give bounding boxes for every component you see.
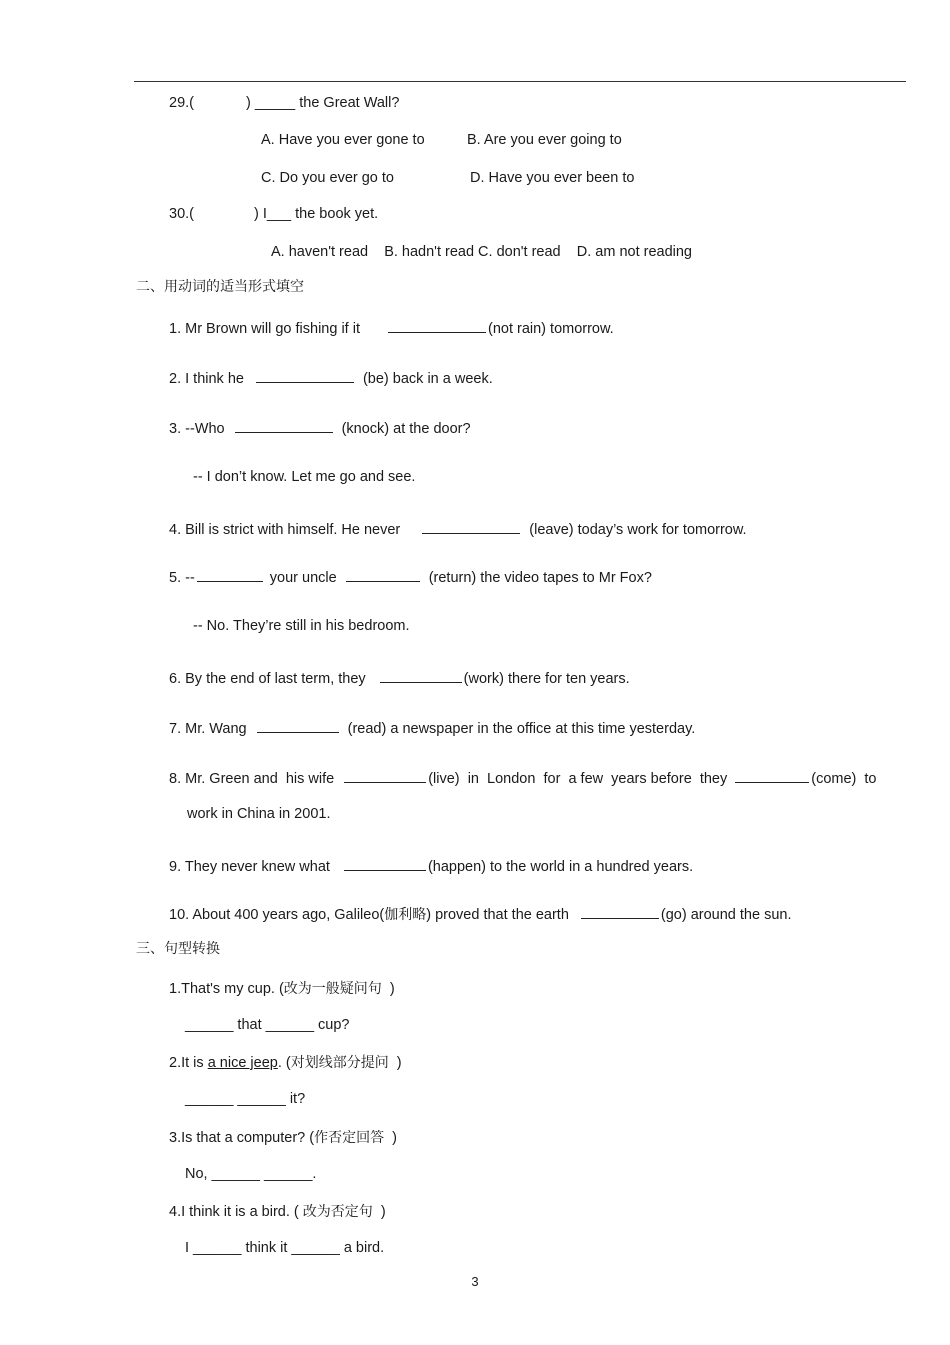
answer-blank[interactable] <box>346 567 420 582</box>
item-text: (return) the video tapes to Mr Fox? <box>428 570 652 586</box>
item-text: 4. Bill is strict with himself. He never <box>169 522 401 538</box>
item-text: 3. --Who <box>169 421 225 437</box>
question-30 <box>169 205 378 223</box>
answer-blank[interactable] <box>197 567 263 582</box>
item-text: ) <box>392 1130 397 1146</box>
item-text: (leave) today’s work for tomorrow. <box>529 522 747 538</box>
item-text: 4.I think it is a bird. ( <box>169 1204 299 1220</box>
item-text: 5. -- <box>169 570 195 586</box>
instruction-chinese: 改为否定句 <box>302 1204 373 1220</box>
item-text: (come) to <box>811 771 877 787</box>
item-text: 10. About 400 years ago, Galileo( <box>169 907 385 923</box>
answer-blank[interactable] <box>581 904 659 919</box>
transform-item-1 <box>169 980 395 998</box>
item-text: 7. Mr. Wang <box>169 721 247 737</box>
item-text: your uncle <box>269 570 337 586</box>
fill-item-6 <box>169 668 630 688</box>
item-text: (read) a newspaper in the office at this time yesterday. <box>347 721 696 737</box>
answer-paren-close: ) <box>254 206 259 222</box>
question-stem: _____ the Great Wall? <box>254 95 400 111</box>
transform-item-4 <box>169 1203 386 1221</box>
item-text: 9. They never knew what <box>169 859 330 875</box>
answer-blank[interactable] <box>235 418 333 433</box>
options-line: A. haven't read B. hadn't read C. don't read D. am not reading <box>271 244 692 260</box>
item-text: 1.That's my cup. ( <box>169 981 284 997</box>
transform-item-3 <box>169 1129 397 1147</box>
option-c: C. Do you ever go to <box>261 170 394 186</box>
fill-item-8 <box>169 768 877 788</box>
header-rule <box>134 81 906 82</box>
item-text: 3.Is that a computer? ( <box>169 1130 315 1146</box>
fill-item-9 <box>169 856 693 876</box>
fill-item-3 <box>169 418 471 438</box>
item-text: ) <box>380 1204 386 1220</box>
answer-blank[interactable] <box>257 718 339 733</box>
answer-blank[interactable] <box>344 856 426 871</box>
item-text: 8. Mr. Green and his wife <box>169 771 335 787</box>
fill-item-10 <box>169 904 792 924</box>
answer-blank[interactable] <box>380 668 462 683</box>
instruction-chinese: 作否定回答 <box>314 1130 385 1146</box>
item-text: ) proved that the earth <box>426 907 569 923</box>
item-text: . ( <box>277 1055 291 1071</box>
fill-item-5 <box>169 567 652 587</box>
item-text: (knock) at the door? <box>341 421 471 437</box>
dialogue-reply: -- No. They’re still in his bedroom. <box>193 618 410 634</box>
item-text: (not rain) tomorrow. <box>487 321 614 337</box>
item-text: 6. By the end of last term, they <box>169 671 366 687</box>
item-text: (go) around the sun. <box>660 907 792 923</box>
fill-item-1 <box>169 318 614 338</box>
answer-blank[interactable] <box>344 768 426 783</box>
item-text: (be) back in a week. <box>362 371 493 387</box>
instruction-chinese: 对划线部分提问 <box>290 1055 389 1071</box>
answer-blank[interactable] <box>388 318 486 333</box>
question-number: 30.( <box>169 206 194 222</box>
item-continuation: work in China in 2001. <box>187 806 331 822</box>
item-text: (happen) to the world in a hundred years. <box>427 859 694 875</box>
dialogue-reply: -- I don’t know. Let me go and see. <box>193 469 416 485</box>
item-text: ) <box>396 1055 402 1071</box>
item-text: 1. Mr Brown will go fishing if it <box>169 321 360 337</box>
answer-line[interactable]: I ______ think it ______ a bird. <box>185 1240 385 1256</box>
instruction-chinese: 改为一般疑问句 <box>283 981 382 997</box>
answer-line[interactable]: No, ______ ______. <box>185 1166 317 1182</box>
transform-item-2 <box>169 1054 402 1072</box>
page-number: 3 <box>471 1274 479 1289</box>
answer-blank[interactable] <box>422 519 520 534</box>
option-b: B. Are you ever going to <box>467 132 622 148</box>
answer-blank[interactable] <box>735 768 809 783</box>
option-a: A. Have you ever gone to <box>261 132 425 148</box>
section-heading: 二、用动词的适当形式填空 <box>136 279 304 295</box>
fill-item-4 <box>169 519 747 539</box>
question-number: 29.( <box>169 95 194 111</box>
question-stem: I___ the book yet. <box>262 206 379 222</box>
underlined-phrase: a nice jeep <box>207 1055 278 1071</box>
answer-line[interactable]: ______ that ______ cup? <box>185 1017 350 1033</box>
answer-line[interactable]: ______ ______ it? <box>185 1091 306 1107</box>
section-heading: 三、句型转换 <box>136 941 220 957</box>
question-29 <box>169 94 399 112</box>
answer-paren-close: ) <box>246 95 251 111</box>
fill-item-2 <box>169 368 493 388</box>
fill-item-7 <box>169 718 695 738</box>
item-text: 2. I think he <box>169 371 244 387</box>
item-text: (live) in London for a few years before they <box>428 771 728 787</box>
option-d: D. Have you ever been to <box>470 170 635 186</box>
item-text-chinese: 伽利略 <box>384 907 427 923</box>
item-text: (work) there for ten years. <box>463 671 630 687</box>
answer-blank[interactable] <box>256 368 354 383</box>
item-text: ) <box>389 981 395 997</box>
item-text: 2.It is <box>169 1055 208 1071</box>
